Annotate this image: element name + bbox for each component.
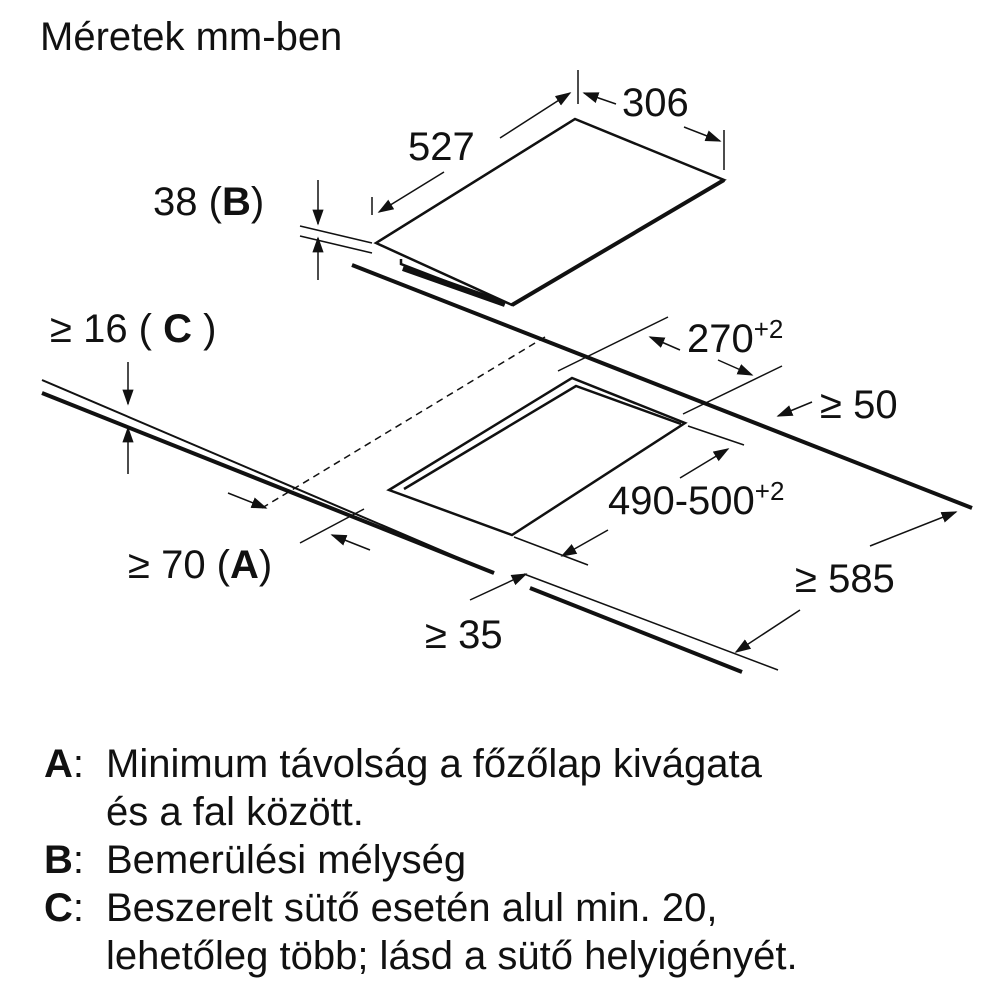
dim-306-label: 306 <box>622 81 689 125</box>
legend-line: Minimum távolság a főzőlap kivágata <box>106 742 762 786</box>
dim-38-label: 38 (B) <box>153 180 265 224</box>
dim-50 <box>778 402 812 416</box>
dim-50-arrow <box>778 402 812 416</box>
legend-line: lehetőleg több; lásd a sütő helyigényét. <box>106 934 798 978</box>
dim-38-ext-top <box>300 226 372 243</box>
dim-270-arrow-right <box>718 360 752 375</box>
legend-text <box>106 740 984 836</box>
dim-490-arrow-lower <box>562 530 608 556</box>
legend-line: Bemerülési mélység <box>106 838 467 882</box>
dim-16-label: ≥ 16 ( C ) <box>50 307 217 351</box>
dim-527-label: 527 <box>408 125 475 169</box>
dim-490-ext-right <box>688 426 744 445</box>
dim-70-arrow-left <box>228 493 266 508</box>
dim-35 <box>470 574 526 600</box>
legend-text <box>106 884 984 980</box>
dim-70-leader <box>300 509 364 543</box>
dim-38 <box>300 180 372 280</box>
legend-line: és a fal között. <box>106 790 364 834</box>
dim-35-arrow <box>470 574 526 600</box>
legend-line: Beszerelt sütő esetén alul min. 20, <box>106 886 718 930</box>
legend-item-c <box>44 884 984 980</box>
dim-585-arrow-lower <box>736 610 800 652</box>
diagram-title: Méretek mm-ben <box>40 15 343 59</box>
dim-490-arrow-upper <box>680 449 728 478</box>
legend-key: B: <box>44 838 85 882</box>
dim-38-ext-bottom <box>300 236 372 253</box>
legend <box>44 740 984 980</box>
legend-key: A: <box>44 742 85 786</box>
dim-70 <box>228 493 370 550</box>
legend-item-a <box>44 740 984 836</box>
dim-490-500-label: $490-500^{+2}$ <box>608 476 785 523</box>
dim-70-arrow-right <box>332 535 370 550</box>
legend-text <box>106 836 984 884</box>
dim-270-arrow-left <box>650 337 680 350</box>
legend-item-b <box>44 836 984 884</box>
countertop-front-edge-bottom <box>530 588 742 672</box>
dim-270-label: $270^{+2}$ <box>687 314 784 361</box>
dim-270-ext-right <box>683 366 782 414</box>
legend-key: C: <box>44 886 85 930</box>
dim-306-line-right <box>684 127 720 141</box>
dim-490-ext-left <box>514 537 588 565</box>
dim-306-line-left <box>584 93 616 104</box>
dim-585-label: ≥ 585 <box>795 557 895 601</box>
dim-50-label: ≥ 50 <box>820 383 898 427</box>
countertop-front-edge-thin <box>524 574 778 670</box>
dim-70-label: ≥ 70 (A) <box>128 543 273 587</box>
dim-270-ext-left <box>558 317 668 371</box>
dim-585-arrow-upper <box>870 512 956 546</box>
dim-35-label: ≥ 35 <box>425 613 503 657</box>
